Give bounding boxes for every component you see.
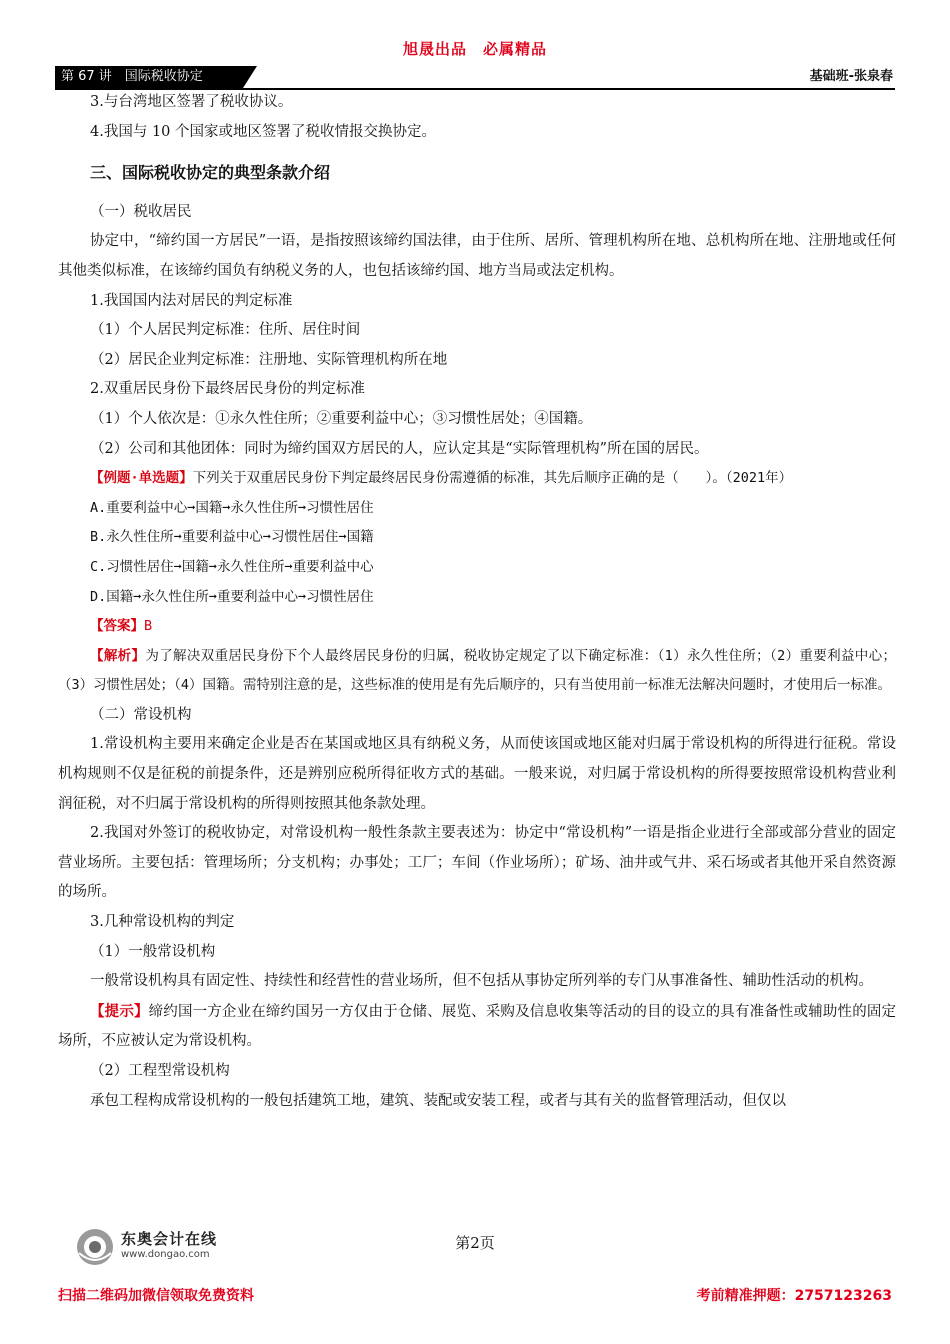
paragraph: （1）个人居民判定标准：住所、居住时间 [90,322,361,339]
example-tag: 【例题·单选题】 [90,470,193,487]
analysis [58,642,896,701]
footer-promo-left: 扫描二维码加微信领取免费资料 [58,1288,254,1304]
analysis-tag: 【解析】 [90,647,146,664]
header-tab-corner [243,66,257,88]
answer-tag: 【答案】 [90,618,144,635]
subsection-heading: （二）常设机构 [90,706,192,723]
paragraph: （2）工程型常设机构 [90,1063,230,1079]
lecture-title: 第 67 讲 国际税收协定 [55,66,243,88]
tip [58,997,896,1057]
paragraph: 3.与台湾地区签署了税收协议。 [90,94,293,110]
paragraph: （2）居民企业判定标准：注册地、实际管理机构所在地 [90,351,448,368]
example-text: 下列关于双重居民身份下判定最终居民身份需遵循的标准，其先后顺序正确的是（ ）。（2021年） [192,470,793,487]
paragraph: 一般常设机构具有固定性、持续性和经营性的营业场所，但不包括从事协定所列举的专门从事准备性、辅助性活动的机构。 [90,973,873,990]
option-d: D.国籍➞永久性住所➞重要利益中心➞习惯性居住 [90,588,374,605]
section-heading: 三、国际税收协定的典型条款介绍 [90,163,331,183]
course-name: 基础班-张泉春 [809,69,893,84]
paragraph: 4.我国与 10 个国家或地区签署了税收情报交换协定。 [90,123,437,140]
analysis-text: 为了解决双重居民身份下个人最终居民身份的归属，税收协定规定了以下确定标准：（1）永久性住所；（2）重要利益中心；（3）习惯性居处；（4）国籍。需特别注意的是，这些标准的使用是有先后顺序的，只有当使用前一标准无法解决问题时，才使用后一标准。 [58,647,896,694]
answer-value: B [144,618,153,635]
logo-name: 东奥会计在线 [121,1230,218,1248]
example-question [58,464,896,494]
subsection-heading: （一）税收居民 [90,203,192,220]
document-body [58,88,896,1116]
footer-promo-right: 考前精准押题：2757123263 [696,1288,892,1304]
paragraph: 2.我国对外签订的税收协定，对常设机构一般性条款主要表述为：协定中“常设机构”一语是指企业进行全部或部分营业的固定营业场所。主要包括：管理场所；分支机构；办事处；工厂；车间（作业场所）；矿场、油井或气井、采石场或者其他开采自然资源的场所。 [58,825,896,901]
paragraph: 1.常设机构主要用来确定企业是否在某国或地区具有纳税义务，从而使该国或地区能对归属于常设机构的所得进行征税。常设机构规则不仅是征税的前提条件，还是辨别应税所得征收方式的基础。一般来说，对归属于常设机构的所得要按照常设机构营业利润征税，对不归属于常设机构的所得则按照其他条款处理。 [58,736,896,812]
top-banner: 旭晟出品 必属精品 [402,40,547,58]
paragraph: 协定中，“缔约国一方居民”一语，是指按照该缔约国法律，由于住所、居所、管理机构所在地、总机构所在地、注册地或任何其他类似标准，在该缔约国负有纳税义务的人，也包括该缔约国、地方当局或法定机构。 [58,233,896,279]
paragraph: （2）公司和其他团体：同时为缔约国双方居民的人，应认定其是“实际管理机构”所在国的居民。 [90,440,709,457]
paragraph: 1.我国国内法对居民的判定标准 [90,292,293,309]
paragraph: 3.几种常设机构的判定 [90,914,235,931]
paragraph: （1）一般常设机构 [90,943,216,960]
option-c: C.习惯性居住➞国籍➞永久性住所➞重要利益中心 [90,558,374,575]
paragraph: （1）个人依次是：①永久性住所；②重要利益中心；③习惯性居处；④国籍。 [90,410,593,427]
page-number: 第2页 [455,1234,495,1252]
tip-tag: 【提示】 [90,1002,149,1020]
paragraph: 承包工程构成常设机构的一般包括建筑工地，建筑、装配或安装工程，或者与其有关的监督管理活动，但仅以 [90,1092,786,1109]
paragraph: 2.双重居民身份下最终居民身份的判定标准 [90,381,365,398]
answer [58,612,896,642]
tip-text: 缔约国一方企业在缔约国另一方仅由于仓储、展览、采购及信息收集等活动的目的设立的具有准备性或辅助性的固定场所，不应被认定为常设机构。 [58,1003,897,1050]
logo-url: www.dongao.com [121,1249,210,1260]
option-a: A.重要利益中心➞国籍➞永久性住所➞习惯性居住 [90,499,374,516]
page-header [55,66,895,88]
option-b: B.永久性住所➞重要利益中心➞习惯性居住➞国籍 [90,529,374,546]
